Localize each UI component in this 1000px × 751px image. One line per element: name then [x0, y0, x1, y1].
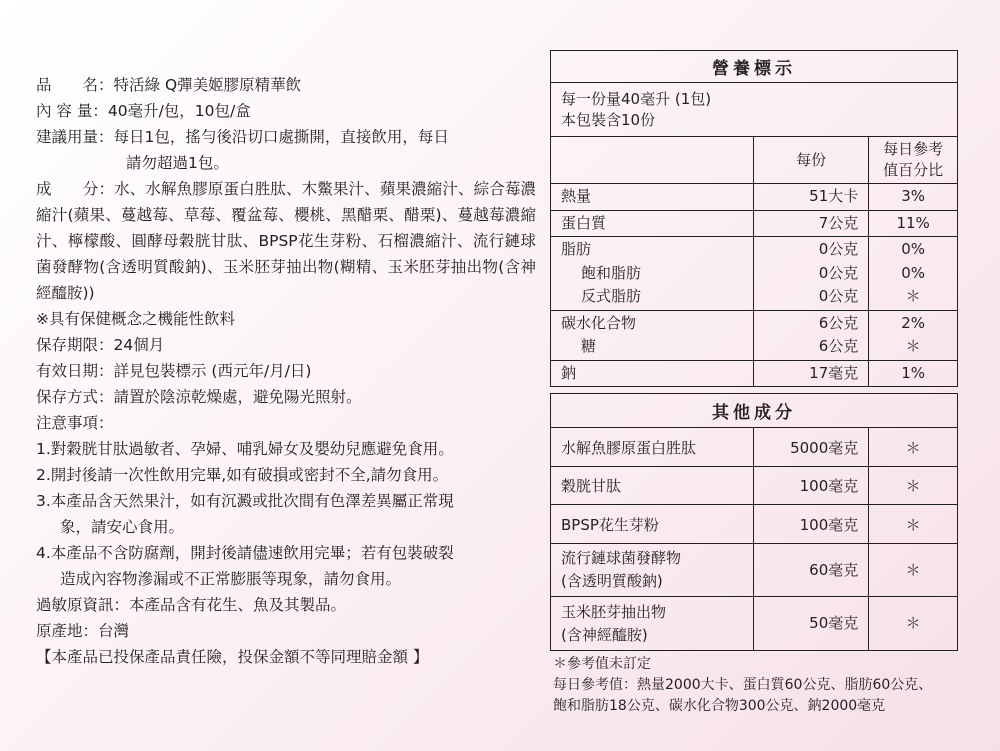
ingredients: [36, 176, 536, 306]
other-item-amount: 5000毫克: [753, 428, 868, 467]
sugar-pct: ＊: [905, 337, 921, 355]
other-item-amount: 100毫克: [753, 467, 868, 505]
sugar-per: 6公克: [818, 337, 859, 355]
trans-fat-name: 反式脂肪: [581, 287, 642, 305]
volume-row: [36, 98, 536, 124]
allergen-info: 過敏原資訊：本產品含有花生、魚及其製品。: [36, 596, 347, 614]
volume-label: 內 容 量：: [36, 102, 108, 120]
other-item-pct: ＊: [869, 505, 958, 544]
other-item-name: 水解魚膠原蛋白胜肽: [551, 428, 754, 467]
header-blank: [551, 137, 754, 184]
other-ingredients-table: [550, 393, 958, 651]
sat-fat-per: 0公克: [818, 263, 859, 282]
other-item-name-line2: (含透明質酸鈉): [561, 572, 663, 590]
trans-fat-per: 0公克: [818, 287, 859, 305]
usage-row: [36, 124, 536, 150]
fat-group-per: [753, 237, 868, 311]
carb-group-pct: [869, 310, 958, 360]
carb-pct: 2%: [901, 313, 926, 332]
sodium-name: 鈉: [551, 360, 754, 387]
other-item-name: [551, 544, 754, 597]
shelf-life: 保存期限：24個月: [36, 336, 165, 354]
precaution-1: 1.對穀胱甘肽過敏者、孕婦、哺乳婦女及嬰幼兒應避免食用。: [36, 440, 454, 458]
other-item-name: 穀胱甘肽: [551, 467, 754, 505]
other-item-name-line1: 流行鏈球菌發酵物: [561, 549, 682, 567]
trans-fat-pct: ＊: [905, 287, 921, 305]
energy-pct: 3%: [869, 184, 958, 211]
reference-notes: [553, 654, 932, 717]
energy-per: 51大卡: [753, 184, 868, 211]
usage-value-line1: 每日1包，搖勻後沿切口處撕開，直接飲用，每日: [113, 128, 449, 146]
sodium-per: 17毫克: [753, 360, 868, 387]
serving-size: 每一份量40毫升 (1包): [561, 89, 712, 108]
fat-per: 0公克: [818, 240, 859, 258]
precaution-3-line2: 象，請安心食用。: [60, 518, 185, 536]
serving-info: [551, 83, 958, 137]
other-item-amount: 100毫克: [753, 505, 868, 544]
volume-value: 40毫升/包，10包/盒: [107, 102, 251, 120]
carb-group-names: [551, 310, 754, 360]
carb-group-per: [753, 310, 868, 360]
servings-per-pack: 本包裝含10份: [561, 110, 656, 129]
other-item-name-line2: (含神經醯胺): [561, 625, 648, 644]
note-daily-ref-line2: 飽和脂肪18公克、碳水化合物300公克、鈉2000毫克: [553, 698, 886, 714]
precautions-title: 注意事項：: [36, 414, 114, 432]
nutrition-title: 營養標示: [551, 51, 958, 83]
protein-per: 7公克: [753, 210, 868, 237]
protein-name: 蛋白質: [551, 210, 754, 237]
other-item-amount: 60毫克: [753, 544, 868, 597]
carb-name: 碳水化合物: [561, 313, 637, 332]
other-item-pct: ＊: [869, 597, 958, 651]
other-item-name: BPSP花生芽粉: [551, 505, 754, 544]
note-daily-ref-line1: 每日參考值：熱量2000大卡、蛋白質60公克、脂肪60公克、: [553, 677, 933, 693]
sodium-pct: 1%: [869, 360, 958, 387]
expiry-date: 有效日期：詳見包裝標示 (西元年/月/日): [36, 362, 312, 380]
health-note: ※具有保健概念之機能性飲料: [36, 310, 235, 328]
note-undefined: ＊參考值未訂定: [553, 656, 651, 672]
protein-pct: 11%: [869, 210, 958, 237]
header-daily-line1: 每日參考: [883, 140, 944, 158]
header-daily-value: [869, 137, 958, 184]
header-daily-line2: 值百分比: [883, 161, 944, 179]
insurance-note: 【本產品已投保產品責任險，投保金額不等同理賠金額 】: [36, 648, 429, 666]
fat-pct: 0%: [901, 240, 926, 258]
ingredients-value: 水、水解魚膠原蛋白胜肽、木鱉果汁、蘋果濃縮汁、綜合莓濃縮汁(蘋果、蔓越莓、草莓、覆盆莓、櫻桃、黑醋栗、醋栗)、蔓越莓濃縮汁、檸檬酸、圓酵母穀胱甘肽、BPSP花生芽粉、石榴濃縮汁、流行鏈球菌發酵物(含透明質酸鈉)、玉米胚芽抽出物(糊精、玉米胚芽抽出物(含神經醯胺)): [36, 180, 536, 302]
fat-group-pct: [869, 237, 958, 311]
energy-name: 熱量: [551, 184, 754, 211]
product-name-label: 品 名：: [36, 76, 114, 94]
other-item-name-line1: 玉米胚芽抽出物: [561, 602, 667, 621]
ingredients-label: 成 分：: [36, 180, 115, 198]
fat-group-names: [551, 237, 754, 311]
sat-fat-pct: 0%: [901, 263, 926, 282]
product-info: [36, 72, 536, 670]
header-per-serving: 每份: [753, 137, 868, 184]
precaution-4-line1: 4.本產品不含防腐劑，開封後請儘速飲用完畢；若有包裝破裂: [36, 544, 454, 562]
storage-method: 保存方式：請置於陰涼乾燥處，避免陽光照射。: [36, 388, 362, 406]
other-item-amount: 50毫克: [753, 597, 868, 651]
other-item-name: [551, 597, 754, 651]
carb-per: 6公克: [818, 313, 859, 332]
product-name-row: [36, 72, 536, 98]
precaution-2: 2.開封後請一次性飲用完畢,如有破損或密封不全,請勿食用。: [36, 466, 449, 484]
usage-value-line2: 請勿超過1包。: [126, 154, 229, 172]
other-item-pct: ＊: [869, 428, 958, 467]
other-item-pct: ＊: [869, 467, 958, 505]
precaution-3-line1: 3.本產品含天然果汁，如有沉澱或批次間有色澤差異屬正常現: [36, 492, 454, 510]
precaution-4-line2: 造成內容物滲漏或不正常膨脹等現象，請勿食用。: [60, 570, 402, 588]
origin: 原產地：台灣: [36, 622, 130, 640]
sugar-name: 糖: [581, 337, 597, 355]
other-title: 其他成分: [551, 394, 958, 428]
product-name: 特活綠 Q彈美姬膠原精華飲: [113, 76, 302, 94]
sat-fat-name: 飽和脂肪: [581, 263, 642, 282]
fat-name: 脂肪: [561, 240, 592, 258]
nutrition-facts-table: [550, 50, 958, 387]
usage-label: 建議用量：: [36, 128, 114, 146]
other-item-pct: ＊: [869, 544, 958, 597]
